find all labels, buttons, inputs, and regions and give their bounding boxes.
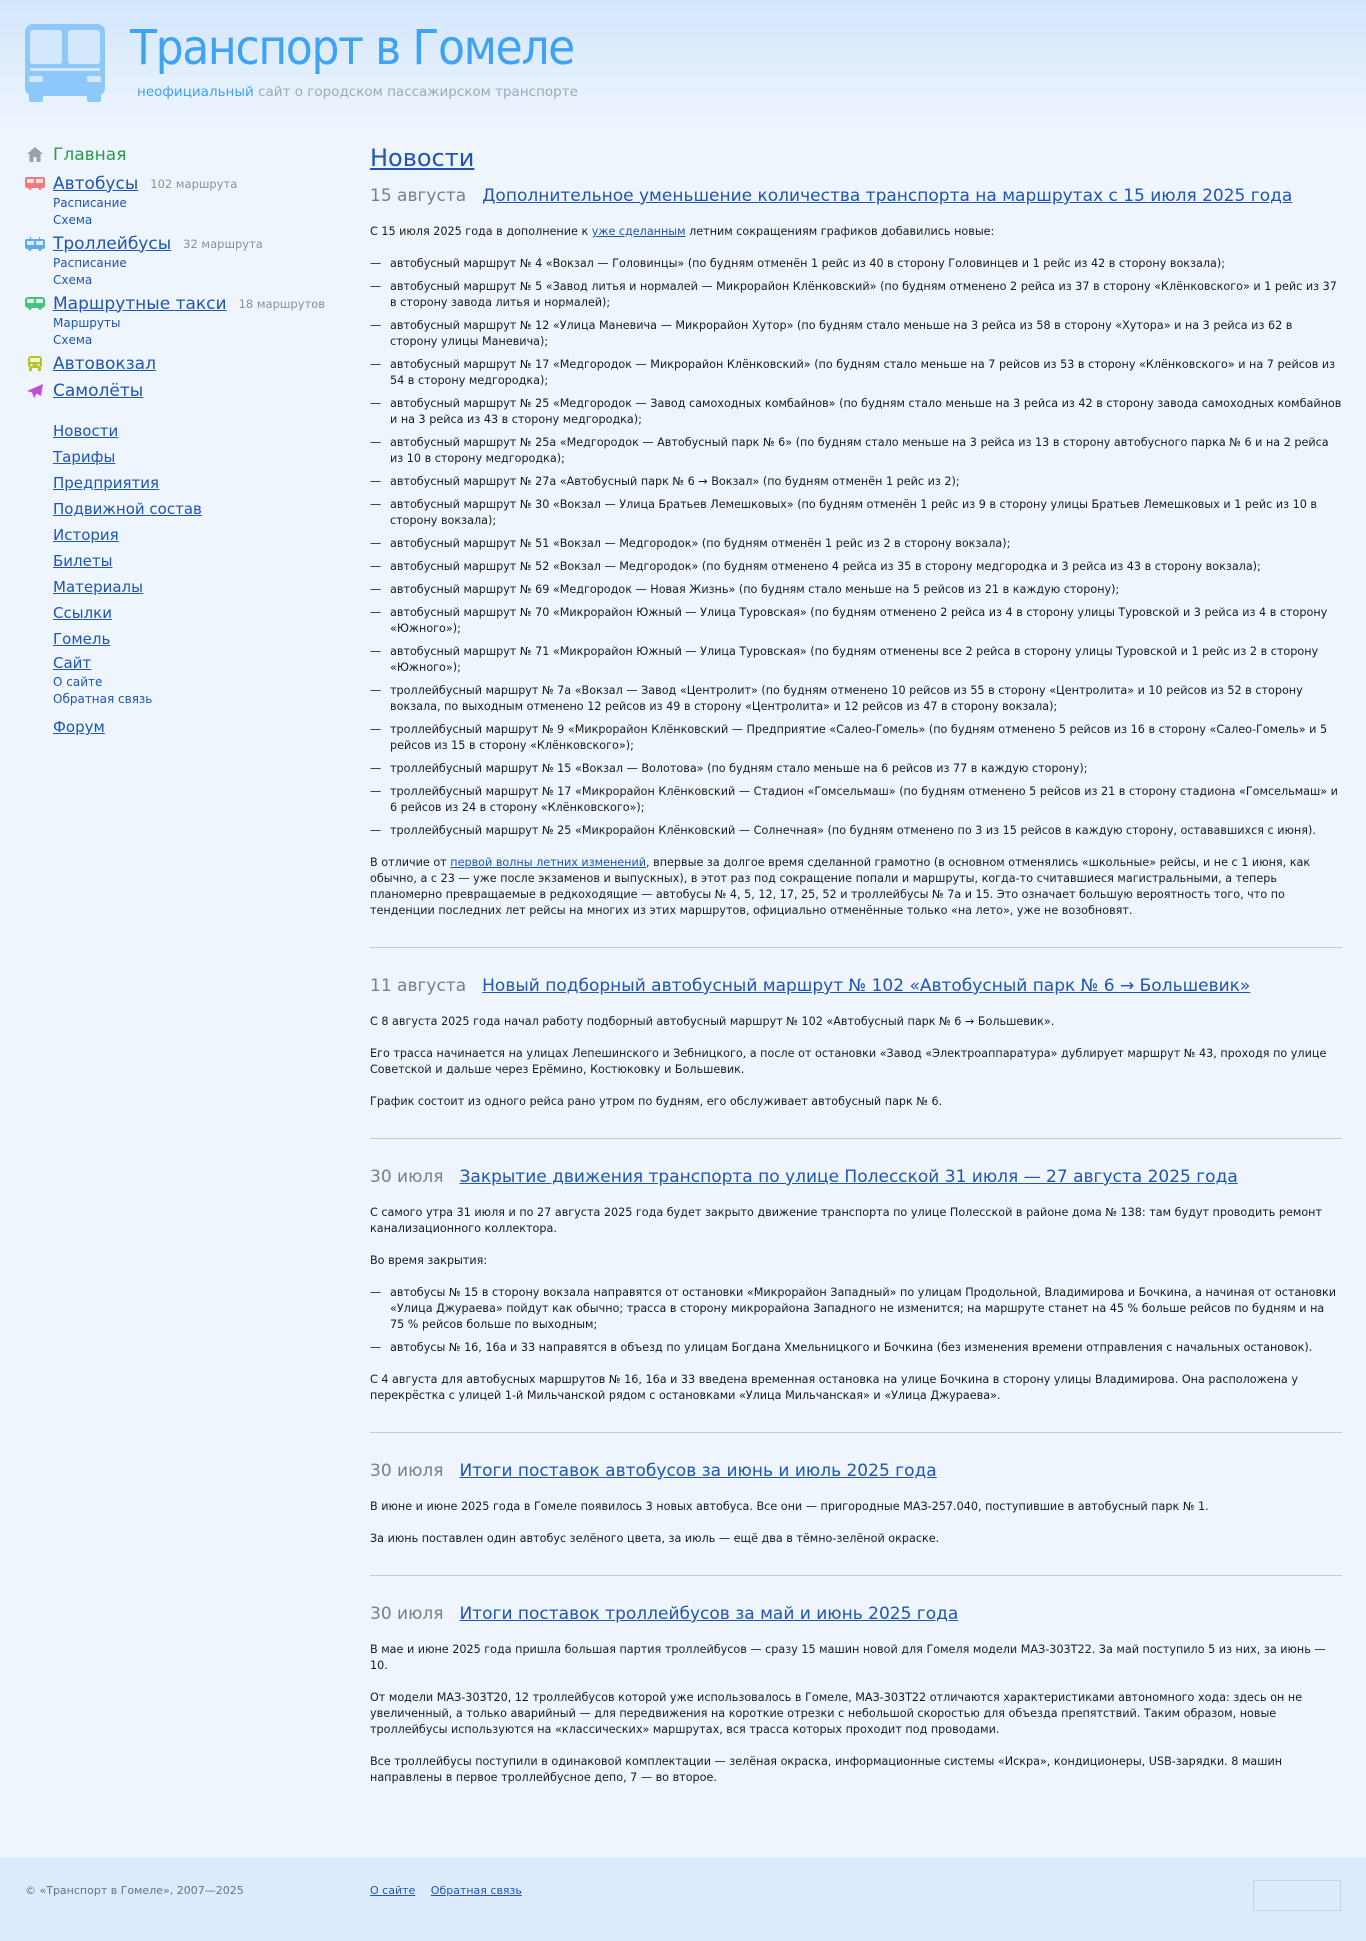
news-paragraph: [370, 224, 1342, 240]
about-site-link[interactable]: О сайте: [53, 675, 103, 689]
sidebar-item-planes[interactable]: Самолёты: [53, 380, 144, 401]
buses-map-link[interactable]: Схема: [53, 213, 93, 227]
subtitle-highlight: неофициальный: [137, 84, 254, 100]
sidebar-item-station[interactable]: Автовокзал: [53, 353, 156, 374]
list-item: — автобусный маршрут № 27а «Автобусный парк № 6 → Вокзал» (по будням отменён 1 рейс из 2);: [370, 474, 1342, 490]
news-title-link[interactable]: Итоги поставок автобусов за июнь и июль 2025 года: [459, 1461, 937, 1481]
news-paragraph: С 4 августа для автобусных маршрутов № 16, 16а и 33 введена временная остановка на улице Бочкина в сторону улицы Владимирова. Она расположена у перекрёстка с улицей 1-й Мильчанской рядом с остановками «Улица Мильчанская» и «Улица Джураева».: [370, 1373, 1298, 1402]
list-item: — автобусный маршрут № 52 «Вокзал — Медгородок» (по будням отменено 4 рейса из 35 в сторону медгородка и 3 рейса из 43 в сторону вокзала);: [370, 559, 1342, 575]
inline-link[interactable]: уже сделанным: [591, 225, 686, 238]
sidebar-item-buses[interactable]: Автобусы: [53, 173, 139, 194]
list-item: — автобусный маршрут № 17 «Медгородок — Микрорайон Клёнковский» (по будням стало меньше на 7 рейсов из 53 в сторону «Клёнковского» и на 7 рейсов из 54 в сторону медгородка);: [370, 357, 1342, 389]
list-item: — троллейбусный маршрут № 9 «Микрорайон Клёнковский — Предприятие «Салео-Гомель» (по будням отменено 5 рейсов из 16 в сторону «Салео-Гомель» и 5 рейсов из 15 в сторону «Клёнковского»);: [370, 722, 1342, 754]
news-item: [370, 1461, 1342, 1576]
text: летним сокращениям графиков добавились новые:: [685, 225, 995, 238]
bus-logo-icon[interactable]: [25, 24, 105, 102]
news-date: 30 июля: [370, 1461, 444, 1481]
news-title-link[interactable]: Закрытие движения транспорта по улице Полесской 31 июля — 27 августа 2025 года: [459, 1167, 1238, 1187]
news-title-link[interactable]: Новый подборный автобусный маршрут № 102 «Автобусный парк № 6 → Большевик»: [482, 976, 1251, 996]
footer-about-link[interactable]: О сайте: [370, 1884, 416, 1897]
sidebar-item-rolling-stock[interactable]: Подвижной состав: [53, 500, 202, 518]
news-paragraph: С самого утра 31 июля и по 27 августа 2025 года будет закрыто движение транспорта по улице Полесской в районе дома № 138: там будут проводить ремонт канализационного коллектора.: [370, 1206, 1323, 1235]
bus-icon: [25, 176, 45, 192]
nav-taxis: [25, 292, 335, 315]
news-date: 15 августа: [370, 186, 467, 206]
subtitle-rest: сайт о городском пассажирском транспорте: [258, 84, 578, 100]
news-date: 11 августа: [370, 976, 467, 996]
bus-station-icon: [25, 356, 45, 372]
footer-links: [370, 1884, 534, 1897]
home-icon: [25, 147, 45, 163]
list-item: — автобусный маршрут № 4 «Вокзал — Головинцы» (по будням отменён 1 рейс из 40 в сторону Головинцев и 1 рейс из 42 в сторону вокзала);: [370, 256, 1342, 272]
news-paragraph: [370, 855, 1342, 919]
counter-image[interactable]: [1253, 1880, 1341, 1911]
list-item: — троллейбусный маршрут № 7а «Вокзал — Завод «Центролит» (по будням отменено 10 рейсов из 55 в сторону «Центролита» и 10 рейсов из 52 в сторону вокзала, по выходным отменено 12 рейсов из 49 в сторону «Центролита» и 12 рейсов из 47 в сторону вокзала);: [370, 683, 1342, 715]
news-title-link[interactable]: Дополнительное уменьшение количества транспорта на маршрутах с 15 июля 2025 года: [482, 186, 1293, 206]
list-item: — автобусный маршрут № 51 «Вокзал — Медгородок» (по будням отменён 1 рейс из 2 в сторону вокзала);: [370, 536, 1342, 552]
list-item: — автобусный маршрут № 25 «Медгородок — Завод самоходных комбайнов» (по будням стало меньше на 3 рейса из 42 в сторону завода самоходных комбайнов и на 3 рейса из 43 в сторону медгородка);: [370, 396, 1342, 428]
list-item: — троллейбусный маршрут № 17 «Микрорайон Клёнковский — Стадион «Гомсельмаш» (по будням отменено 5 рейсов из 21 в сторону стадиона «Гомсельмаш» и 6 рейсов из 24 в сторону «Клёнковского»);: [370, 784, 1342, 816]
sidebar-item-history[interactable]: История: [53, 526, 119, 544]
news-paragraph: Все троллейбусы поступили в одинаковой комплектации — зелёная окраска, информационные системы «Искра», кондиционеры, USB-зарядки. 8 машин направлены в первое троллейбусное депо, 7 — во второе.: [370, 1755, 1283, 1784]
inline-link[interactable]: первой волны летних изменений: [450, 856, 647, 869]
site-footer: [0, 1858, 1366, 1941]
trolleybus-icon: [25, 236, 45, 252]
sidebar-item-taxis[interactable]: Маршрутные такси: [53, 293, 227, 314]
trolleybuses-count: 32 маршрута: [183, 236, 263, 251]
news-header: [370, 1167, 1342, 1187]
sidebar-item-site[interactable]: Сайт: [53, 654, 92, 672]
sidebar-item-enterprises[interactable]: Предприятия: [53, 474, 160, 492]
nav-trolleybuses: [25, 232, 335, 255]
sidebar-item-home[interactable]: Главная: [53, 144, 127, 165]
news-header: [370, 976, 1342, 996]
news-title-link[interactable]: Итоги поставок троллейбусов за май и июнь 2025 года: [459, 1604, 959, 1624]
taxis-sublinks: [53, 315, 335, 349]
news-header: [370, 1604, 1342, 1624]
news-header: [370, 186, 1342, 206]
list-item: — троллейбусный маршрут № 25 «Микрорайон Клёнковский — Солнечная» (по будням отменено по 3 из 15 рейсов в каждую сторону, остававшихся с июня).: [370, 823, 1342, 839]
news-header: [370, 1461, 1342, 1481]
list-item: — автобусы № 16, 16а и 33 направятся в объезд по улицам Богдана Хмельницкого и Бочкина (без изменения времени отправления с начальных остановок).: [370, 1340, 1342, 1356]
site-title[interactable]: Транспорт в Гомеле: [130, 20, 574, 76]
nav-buses: [25, 172, 335, 195]
list-item: — автобусы № 15 в сторону вокзала направятся от остановки «Микрорайон Западный» по улицам Продольной, Владимирова и Бочкина, а начиная от остановки «Улица Джураева» пойдут как обычно; трасса в сторону микрорайона Западного не изменится; на маршруте станет на 45 % больше рейсов по будням и на 75 % рейсов больше по выходным;: [370, 1285, 1342, 1333]
sidebar-item-trolleybuses[interactable]: Троллейбусы: [53, 233, 172, 254]
footer-feedback-link[interactable]: Обратная связь: [430, 1884, 522, 1897]
sidebar-item-tariffs[interactable]: Тарифы: [53, 448, 116, 466]
buses-count: 102 маршрута: [150, 176, 238, 191]
list-item: — автобусный маршрут № 69 «Медгородок — Новая Жизнь» (по будням стало меньше на 5 рейсов из 21 в каждую сторону);: [370, 582, 1342, 598]
buses-sublinks: [53, 195, 335, 229]
nav-planes: [25, 379, 335, 402]
text: В отличие от: [370, 856, 451, 869]
news-paragraph: От модели МАЗ-303Т20, 12 троллейбусов которой уже использовалось в Гомеле, МАЗ-303Т22 отличаются характеристиками автономного хода: здесь он не увеличенный, а только аварийный — для передвижения на короткие отрезки с небольшой скоростью для объезда препятствий. Таким образом, новые троллейбусы используются на «классических» маршрутах, вся трасса которых проходит под проводами.: [370, 1691, 1303, 1736]
text: , впервые за долгое время сделанной грамотно (в основном отменялись «школьные» рейсы, и не с 1 июня, как обычно, а с 23 — уже после экзаменов и выпускных), в этот раз под сокращение попали и маршруты, когда-то считавшиеся магистральными, а теперь планомерно превращаемые в редкоходящие — автобусы № 4, 5, 12, 17, 25, 52 и троллейбусы № 7а и 15. Это означает большую вероятность того, что по тенденции последних лет рейсы на многих из этих маршрутов, официально отменённые только «на лето», уже не возобновят.: [370, 856, 1311, 917]
news-list: [370, 256, 1342, 839]
site-subtitle: [137, 84, 578, 100]
news-item: [370, 186, 1342, 948]
taxis-routes-link[interactable]: Маршруты: [53, 316, 121, 330]
text: С 15 июля 2025 года в дополнение к: [370, 225, 592, 238]
nav-home: [25, 143, 335, 166]
taxis-count: 18 маршрутов: [238, 296, 326, 311]
news-date: 30 июля: [370, 1604, 444, 1624]
news-item: [370, 976, 1342, 1139]
news-paragraph: Его трасса начинается на улицах Лепешинского и Зебницкого, а после от остановки «Завод «Электроаппаратура» дублирует маршрут № 43, проходя по улице Советской и дальше через Ерёмино, Костюковку и Большевик.: [370, 1047, 1327, 1076]
news-paragraph: Во время закрытия:: [370, 1254, 488, 1267]
news-paragraph: График состоит из одного рейса рано утром по будням, его обслуживает автобусный парк № 6.: [370, 1095, 943, 1108]
sidebar-item-materials[interactable]: Материалы: [53, 578, 143, 596]
trolleybuses-schedule-link[interactable]: Расписание: [53, 256, 127, 270]
list-item: — автобусный маршрут № 25а «Медгородок — Автобусный парк № 6» (по будням стало меньше на 3 рейса из 13 в сторону автобусного парка № 6 и на 2 рейса из 10 в сторону медгородка);: [370, 435, 1342, 467]
sidebar-item-news[interactable]: Новости: [53, 422, 119, 440]
plane-icon: [25, 383, 45, 399]
news-paragraph: В июне и июне 2025 года в Гомеле появилось 3 новых автобуса. Все они — пригородные МАЗ-257.040, поступившие в автобусный парк № 1.: [370, 1500, 1209, 1513]
sidebar-item-links[interactable]: Ссылки: [53, 604, 112, 622]
feedback-link[interactable]: Обратная связь: [53, 692, 153, 706]
news-item: [370, 1604, 1342, 1814]
page-title: [370, 144, 1342, 172]
news-paragraph: В мае и июне 2025 года пришла большая партия троллейбусов — сразу 15 машин новой для Гомеля модели МАЗ-303Т22. За май поступило 5 из них, за июнь — 10.: [370, 1643, 1326, 1672]
list-item: — автобусный маршрут № 5 «Завод литья и нормалей — Микрорайон Клёнковский» (по будням отменено 2 рейса из 37 в сторону «Клёнковского» и 1 рейс из 37 в сторону завода литья и нормалей);: [370, 279, 1342, 311]
news-list: [370, 1285, 1342, 1356]
taxis-map-link[interactable]: Схема: [53, 333, 93, 347]
minibus-icon: [25, 296, 45, 312]
news-item: [370, 1167, 1342, 1433]
sidebar-item-gomel[interactable]: Гомель: [53, 630, 111, 648]
list-item: — автобусный маршрут № 71 «Микрорайон Южный — Улица Туровская» (по будням отменены все 2 рейса в сторону улицы Туровской и 1 рейс из 2 в сторону «Южного»);: [370, 644, 1342, 676]
sidebar-item-tickets[interactable]: Билеты: [53, 552, 113, 570]
copyright: © «Транспорт в Гомеле», 2007—2025: [25, 1884, 244, 1897]
site-sublinks: [53, 674, 335, 708]
news-paragraph: С 8 августа 2025 года начал работу подборный автобусный маршрут № 102 «Автобусный парк № 6 → Большевик».: [370, 1015, 1055, 1028]
news-date: 30 июля: [370, 1167, 444, 1187]
trolleybuses-sublinks: [53, 255, 335, 289]
trolleybuses-map-link[interactable]: Схема: [53, 273, 93, 287]
sidebar-item-forum[interactable]: Форум: [53, 718, 105, 736]
site-header: [0, 0, 1366, 130]
buses-schedule-link[interactable]: Расписание: [53, 196, 127, 210]
news-heading-link[interactable]: Новости: [370, 144, 475, 172]
secondary-links: [53, 418, 335, 740]
news-paragraph: За июнь поставлен один автобус зелёного цвета, за июль — ещё два в тёмно-зелёной окраске.: [370, 1532, 940, 1545]
list-item: — автобусный маршрут № 30 «Вокзал — Улица Братьев Лемешковых» (по будням отменён 1 рейс из 9 в сторону улицы Братьев Лемешковых и 1 рейс из 10 в сторону вокзала);: [370, 497, 1342, 529]
list-item: — троллейбусный маршрут № 15 «Вокзал — Волотова» (по будням стало меньше на 6 рейсов из 77 в каждую сторону);: [370, 761, 1342, 777]
sidebar: [25, 140, 335, 740]
list-item: — автобусный маршрут № 12 «Улица Маневича — Микрорайон Хутор» (по будням стало меньше на 3 рейса из 58 в сторону «Хутора» и на 3 рейса из 62 в сторону улицы Маневича);: [370, 318, 1342, 350]
list-item: — автобусный маршрут № 70 «Микрорайон Южный — Улица Туровская» (по будням отменено 2 рейса из 4 в сторону улицы Туровской и 3 рейса из 4 в сторону «Южного»);: [370, 605, 1342, 637]
main-content: [370, 140, 1342, 1842]
nav-station: [25, 352, 335, 375]
